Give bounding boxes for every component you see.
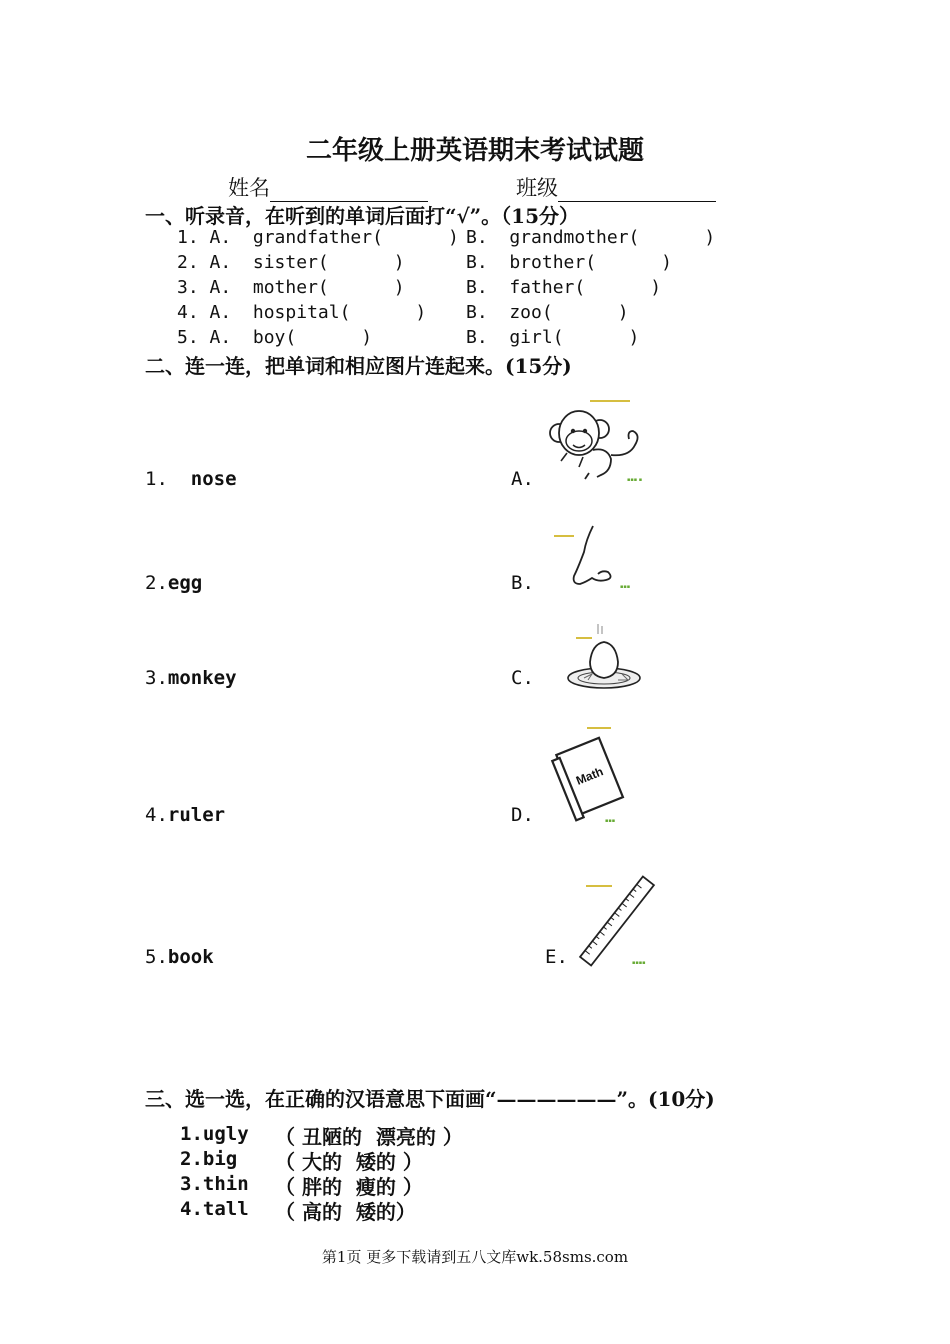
match-word (145, 572, 202, 594)
word-text: ruler (167, 804, 226, 826)
page-title: 二年级上册英语期末考试试题 (305, 136, 644, 166)
section3-heading: 三、选一选，在正确的汉语意思下面画“——————”。(10分) (145, 1087, 715, 1111)
picture-letter: D. (511, 804, 534, 826)
nose-picture (548, 522, 643, 594)
section3-item (180, 1196, 416, 1224)
item-number: 1. (180, 1123, 203, 1145)
section2-heading: 二、连一连，把单词和相应图片连起来。(15分) (145, 354, 572, 378)
item-number: 2. (177, 252, 199, 273)
item-word: ugly (202, 1123, 249, 1145)
item-number: 3. (177, 277, 199, 298)
item-number: 5. (177, 327, 199, 348)
match-word (145, 468, 237, 490)
section1-item (177, 277, 405, 298)
item-number: 4. (177, 302, 199, 323)
name-label: 姓名 (228, 176, 270, 200)
book-label: Math (574, 764, 606, 788)
item-options: （ 丑陋的 漂亮的 ） (275, 1125, 463, 1149)
picture-letter: C. (511, 667, 534, 689)
name-field (228, 172, 428, 202)
name-blank (270, 177, 428, 202)
svg-text:▪▪▪: ▪▪▪ (620, 584, 631, 590)
egg-picture (562, 620, 647, 692)
math-book-picture (545, 722, 637, 827)
option-b: B. zoo( ) (466, 302, 629, 323)
svg-text:▪▪▪▪: ▪▪▪▪ (632, 960, 646, 966)
match-word (145, 946, 214, 968)
section1-item (177, 227, 459, 248)
class-label: 班级 (516, 176, 558, 200)
match-word (145, 804, 225, 826)
item-options: （ 胖的 瘦的 ） (275, 1175, 423, 1199)
item-number: 4. (180, 1198, 203, 1220)
option-b: B. brother( ) (466, 252, 672, 273)
item-number: 3. (180, 1173, 203, 1195)
word-number: 1. (145, 468, 168, 490)
section1-item (177, 252, 405, 273)
item-word: big (202, 1148, 238, 1170)
word-number: 3. (145, 667, 168, 689)
svg-text:▪▪▪: ▪▪▪ (605, 818, 616, 824)
option-a: A. grandfather( ) (209, 227, 459, 248)
word-text: egg (167, 572, 203, 594)
monkey-picture (545, 395, 655, 490)
item-options: （ 大的 矮的 ） (275, 1150, 423, 1174)
word-text: book (167, 946, 214, 968)
picture-letter: A. (511, 468, 534, 490)
option-b: B. father( ) (466, 277, 662, 298)
class-blank (558, 177, 716, 202)
picture-letter: B. (511, 572, 534, 594)
item-word: tall (202, 1198, 249, 1220)
svg-text:▪▪▪ ▪: ▪▪▪ ▪ (627, 477, 643, 483)
ruler-picture (570, 872, 665, 970)
word-number: 5. (145, 946, 168, 968)
option-b: B. girl( ) (466, 327, 640, 348)
option-b: B. grandmother( ) (466, 227, 716, 248)
section1-item (177, 302, 426, 323)
section1-heading: 一、听录音，在听到的单词后面打“√”。（15分） (145, 204, 579, 228)
item-number: 1. (177, 227, 199, 248)
match-word (145, 667, 237, 689)
section1-item (177, 327, 372, 348)
word-text: nose (190, 468, 237, 490)
option-a: A. boy( ) (209, 327, 373, 348)
section3-item (180, 1146, 423, 1174)
item-word: thin (202, 1173, 249, 1195)
option-a: A. mother( ) (209, 277, 405, 298)
word-number: 2. (145, 572, 168, 594)
option-a: A. sister( ) (209, 252, 405, 273)
word-text: monkey (167, 667, 237, 689)
item-number: 2. (180, 1148, 203, 1170)
picture-letter: E. (545, 946, 568, 968)
word-number: 4. (145, 804, 168, 826)
page-footer: 第1页 更多下载请到五八文库wk.58sms.com (321, 1248, 629, 1266)
class-field (516, 172, 716, 202)
item-options: （ 高的 矮的） (275, 1200, 416, 1224)
option-a: A. hospital( ) (209, 302, 427, 323)
section3-item (180, 1171, 423, 1199)
section3-item (180, 1121, 463, 1149)
